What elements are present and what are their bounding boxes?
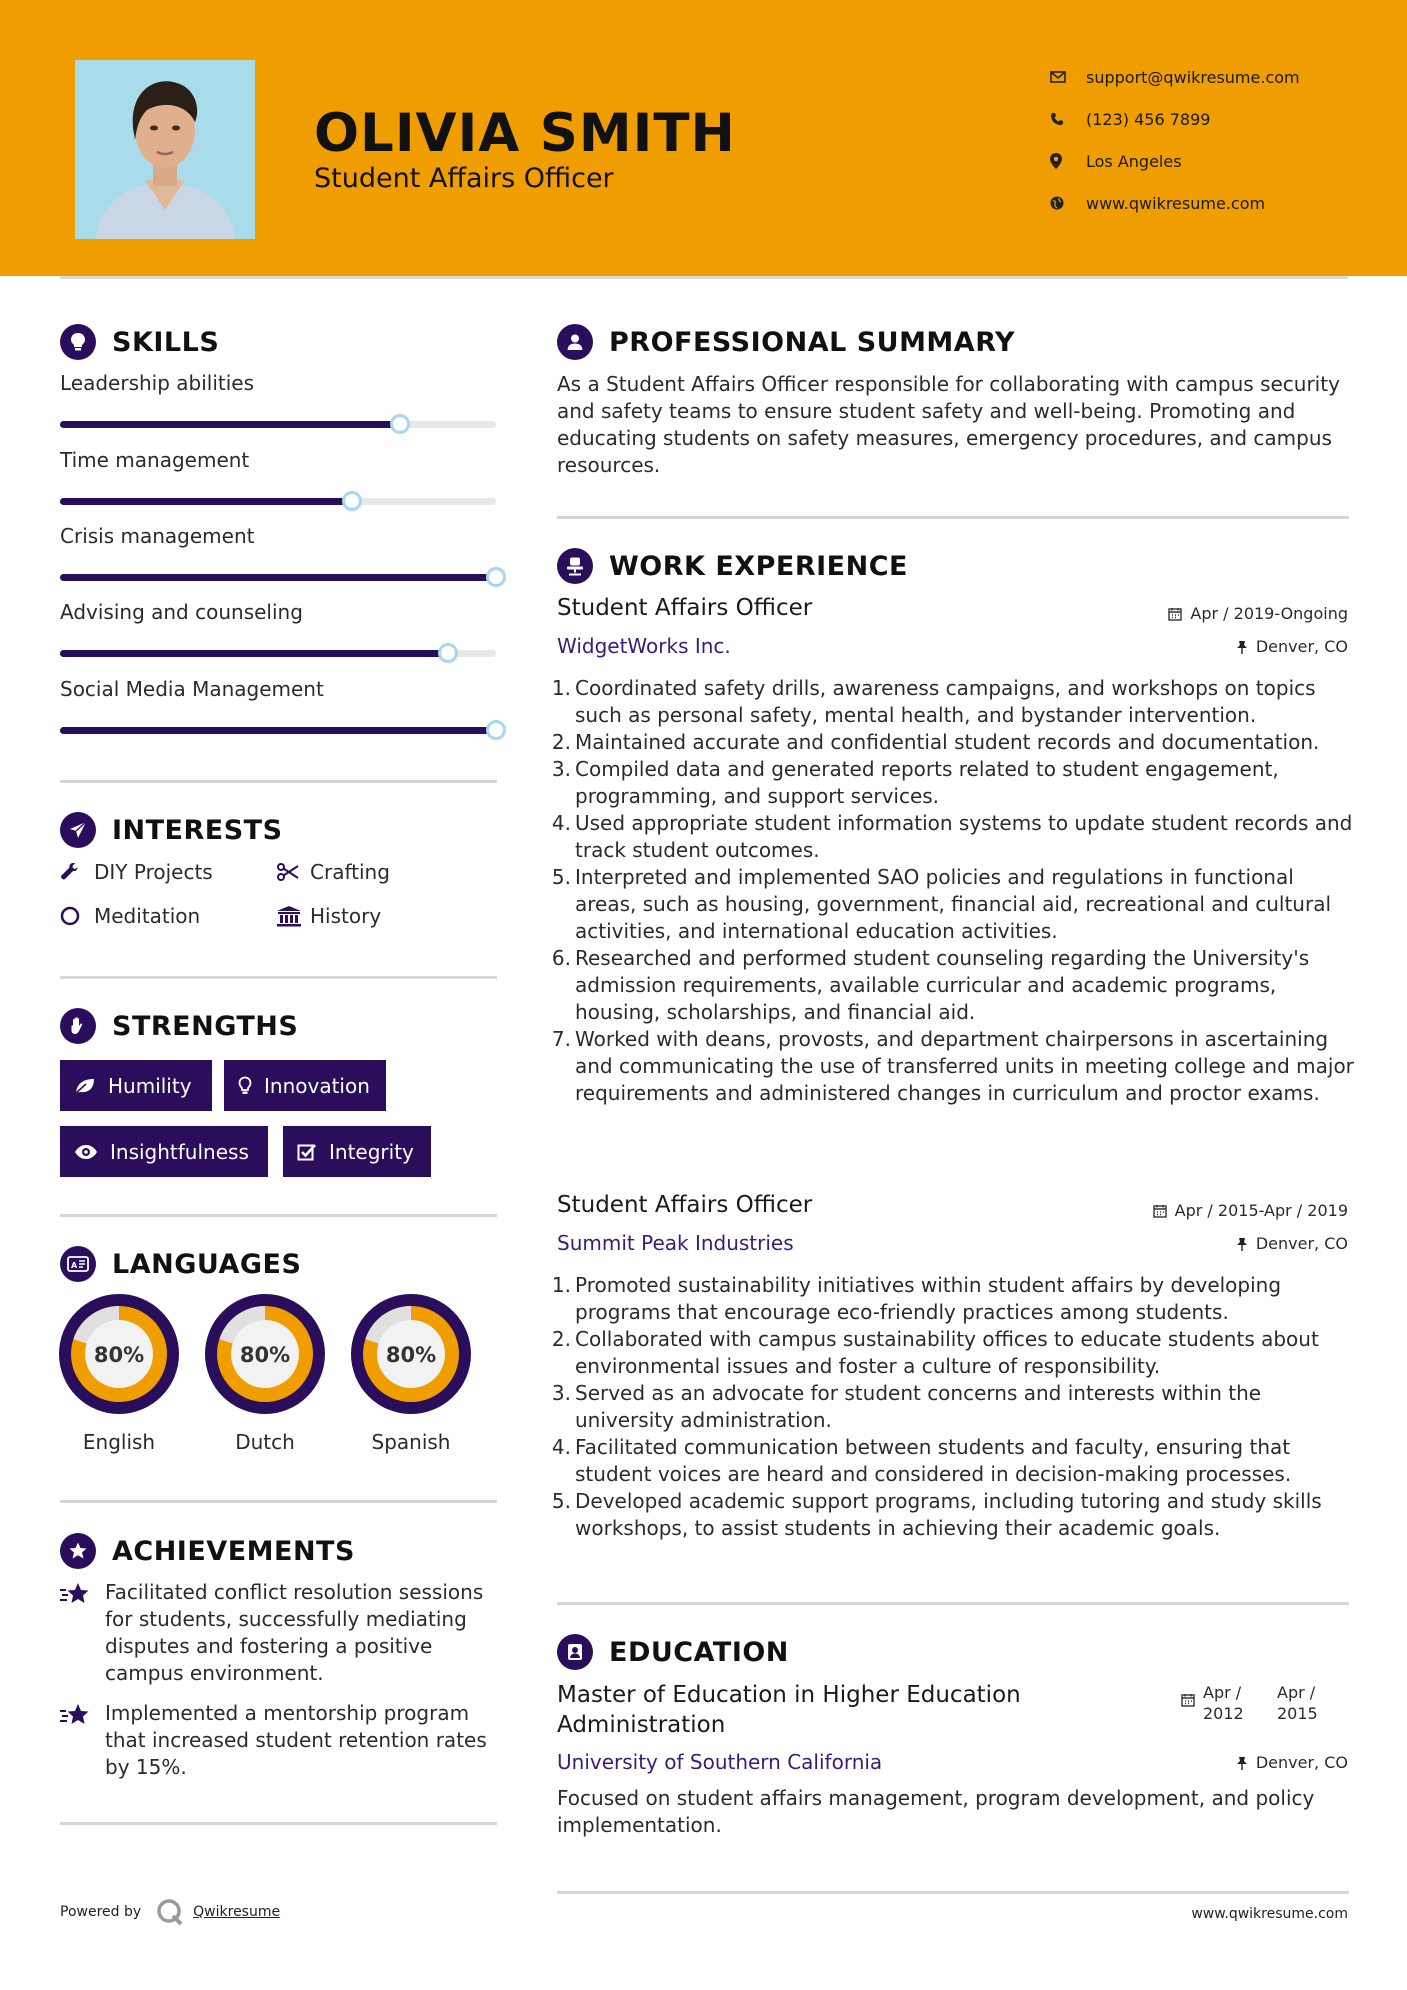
education-description: Focused on student affairs management, program development, and policy implementation. <box>557 1786 1315 1837</box>
section-divider <box>60 1822 497 1825</box>
language-ring <box>203 1292 327 1416</box>
job-location <box>1236 637 1348 656</box>
footer-website[interactable]: www.qwikresume.com <box>1191 1906 1348 1922</box>
circle-icon <box>60 906 94 926</box>
contact-location <box>1050 140 1300 182</box>
skill-fill <box>60 650 448 657</box>
contact-phone <box>1050 98 1300 140</box>
interests-title: INTERESTS <box>112 814 283 846</box>
summary-title: PROFESSIONAL SUMMARY <box>609 326 1016 358</box>
job-bullets <box>551 675 1357 1107</box>
language-item <box>203 1292 327 1454</box>
profile-photo <box>75 60 255 239</box>
interest-label: History <box>310 904 382 928</box>
strength-label: Innovation <box>264 1073 370 1098</box>
job-dates-text: Apr / 2019-Ongoing <box>1190 604 1348 623</box>
interest-item <box>60 860 213 884</box>
section-divider <box>60 976 497 979</box>
wrench-icon <box>60 862 94 882</box>
scissors-icon <box>276 863 310 881</box>
candidate-name: OLIVIA SMITH <box>314 103 736 164</box>
education-location-text: Denver, CO <box>1255 1753 1348 1772</box>
powered-by-text: Powered by <box>60 1904 142 1920</box>
language-label: Dutch <box>235 1430 295 1454</box>
section-divider <box>557 516 1349 519</box>
footer-brand-link[interactable]: Qwikresume <box>193 1904 281 1920</box>
achievement-item <box>60 1579 500 1687</box>
job-bullet-text: Maintained accurate and confidential student records and documentation. <box>575 730 1320 754</box>
chair-icon <box>557 548 593 584</box>
strength-label: Integrity <box>329 1139 414 1164</box>
strength-chip <box>60 1060 212 1111</box>
paper-plane-icon <box>60 812 96 848</box>
shooting-star-icon <box>60 1581 92 1611</box>
education-start: Apr / 2012 <box>1203 1683 1244 1723</box>
skill-track <box>60 498 496 505</box>
leaf-icon <box>74 1077 96 1095</box>
interest-label: Crafting <box>310 860 390 884</box>
skill-knob <box>438 643 458 663</box>
graduate-icon <box>557 1634 593 1670</box>
strengths-heading <box>60 1008 298 1044</box>
interests-heading <box>60 812 283 848</box>
interest-item <box>276 904 381 928</box>
skills-heading <box>60 324 219 360</box>
calendar-icon <box>1168 607 1182 621</box>
education-end: Apr / 2015 <box>1277 1683 1318 1723</box>
school-name: University of Southern California <box>557 1750 883 1774</box>
calendar-icon <box>1181 1692 1195 1711</box>
skill-knob <box>390 414 410 434</box>
achievements-heading <box>60 1533 355 1569</box>
job-bullet: 5. Developed academic support programs, including tutoring and study skills workshops, to assist students in achieving their academic goals. <box>551 1489 1322 1540</box>
achievement-item <box>60 1700 500 1781</box>
section-divider <box>60 1214 497 1217</box>
job-bullet: 3. Compiled data and generated reports related to student engagement, programming, and support services. <box>551 757 1279 808</box>
language-item <box>57 1292 181 1454</box>
job-bullet-text: Interpreted and implemented SAO policies and regulations in functional areas, such as housing, government, financial aid, recreational and cultural activities, and international education activities. <box>575 865 1332 943</box>
section-divider <box>557 1891 1349 1894</box>
job-title: Student Affairs Officer <box>557 595 813 621</box>
achievement-text: Implemented a mentorship program that increased student retention rates by 15%. <box>105 1701 487 1779</box>
strength-label: Insightfulness <box>110 1139 249 1164</box>
strength-label: Humility <box>108 1073 192 1098</box>
language-percent: 80% <box>385 1343 437 1367</box>
contact-email <box>1050 56 1300 98</box>
job-bullet-text: Collaborated with campus sustainability offices to educate students about environmental issues and foster a culture of responsibility. <box>575 1327 1319 1378</box>
job-bullet: 3. Served as an advocate for student concerns and interests within the university administration. <box>551 1381 1262 1432</box>
lightbulb-icon <box>238 1076 252 1096</box>
language-label: English <box>82 1430 156 1454</box>
pushpin-icon <box>1236 1237 1248 1251</box>
company-name: Summit Peak Industries <box>557 1231 794 1255</box>
job-dates <box>1168 604 1348 623</box>
job-bullet-text: Used appropriate student information systems to update student records and track student outcomes. <box>575 811 1353 862</box>
eye-icon <box>74 1144 98 1160</box>
job-bullet-text: Facilitated communication between students and faculty, ensuring that student voices are heard and considered in decision-making processes. <box>575 1435 1292 1486</box>
skill-item <box>60 371 500 395</box>
star-badge-icon <box>60 1533 96 1569</box>
pushpin-icon <box>1236 640 1248 654</box>
job-bullet-text: Coordinated safety drills, awareness campaigns, and workshops on topics such as personal safety, mental health, and bystander intervention. <box>575 676 1316 727</box>
job-bullet: 4. Used appropriate student information systems to update student records and track student outcomes. <box>551 811 1353 862</box>
qwikresume-logo-icon <box>155 1897 185 1927</box>
envelope-icon <box>1050 71 1086 83</box>
svg-text:A: A <box>71 1261 78 1270</box>
contact-phone-text: (123) 456 7899 <box>1086 109 1211 129</box>
job-bullet-text: Developed academic support programs, including tutoring and study skills workshops, to assist students in achieving their academic goals. <box>575 1489 1322 1540</box>
language-ring <box>349 1292 473 1416</box>
skill-track <box>60 650 496 657</box>
skill-label: Time management <box>60 448 250 472</box>
skill-item <box>60 448 500 472</box>
contact-email-text[interactable]: support@qwikresume.com <box>1086 67 1300 87</box>
achievement-text: Facilitated conflict resolution sessions for students, successfully mediating disputes and fostering a positive campus environment. <box>105 1580 484 1685</box>
skill-item <box>60 600 500 624</box>
skill-knob <box>486 567 506 587</box>
experience-title: WORK EXPERIENCE <box>609 550 908 582</box>
language-item <box>349 1292 473 1454</box>
job-dates <box>1153 1201 1348 1220</box>
job-bullet-text: Served as an advocate for student concerns and interests within the university administration. <box>575 1381 1262 1432</box>
strengths-title: STRENGTHS <box>112 1010 299 1042</box>
summary-heading <box>557 324 1015 360</box>
job-bullet: 6. Researched and performed student counseling regarding the University's admission requirements, available curricular and academic programs, housing, scholarships, and financial aid. <box>551 946 1310 1024</box>
interest-label: Meditation <box>94 904 201 928</box>
user-icon <box>557 324 593 360</box>
job-bullet: 2. Collaborated with campus sustainability offices to educate students about environmental issues and foster a culture of responsibility. <box>551 1327 1319 1378</box>
job-location <box>1236 1234 1348 1253</box>
language-percent: 80% <box>239 1343 291 1367</box>
language-percent: 80% <box>93 1343 145 1367</box>
footer-powered <box>60 1897 280 1927</box>
job-bullet: 4. Facilitated communication between students and faculty, ensuring that student voices are heard and considered in decision-making processes. <box>551 1435 1292 1486</box>
strength-chip <box>283 1126 431 1177</box>
languages-heading <box>60 1246 301 1282</box>
skill-label: Advising and counseling <box>60 600 303 624</box>
section-divider <box>60 1500 497 1503</box>
calendar-icon <box>1153 1204 1167 1218</box>
strength-chip <box>224 1060 386 1111</box>
museum-icon <box>276 905 310 927</box>
skill-knob <box>486 720 506 740</box>
contact-list <box>1050 56 1300 224</box>
job-bullet-text: Promoted sustainability initiatives within student affairs by developing programs that encourage eco-friendly practices among students. <box>575 1273 1282 1324</box>
checkbox-icon <box>297 1142 317 1162</box>
skill-track <box>60 421 496 428</box>
languages-title: LANGUAGES <box>112 1248 302 1280</box>
resume-header <box>0 0 1407 276</box>
job-bullets <box>551 1272 1357 1542</box>
skill-label: Crisis management <box>60 524 255 548</box>
hand-icon <box>60 1008 96 1044</box>
skill-label: Leadership abilities <box>60 371 255 395</box>
contact-location-text: Los Angeles <box>1086 151 1182 171</box>
job-bullet-text: Worked with deans, provosts, and department chairpersons in ascertaining and communicating the use of transferred units in meeting college and major requirements and administered changes in curriculum and proctor exams. <box>575 1027 1354 1105</box>
skill-fill <box>60 574 496 581</box>
skill-item <box>60 677 500 701</box>
map-pin-icon <box>1050 153 1086 169</box>
shooting-star-icon <box>60 1702 92 1732</box>
language-card-icon <box>60 1246 96 1282</box>
job-bullet: 1. Coordinated safety drills, awareness campaigns, and workshops on topics such as personal safety, mental health, and bystander intervention. <box>551 676 1316 727</box>
company-name: WidgetWorks Inc. <box>557 634 731 658</box>
job-location-text: Denver, CO <box>1255 1234 1348 1253</box>
globe-icon <box>1050 196 1086 210</box>
language-ring <box>57 1292 181 1416</box>
skill-fill <box>60 498 352 505</box>
job-bullet-text: Researched and performed student counseling regarding the University's admission requirements, available curricular and academic programs, housing, scholarships, and financial aid. <box>575 946 1310 1024</box>
pushpin-icon <box>1236 1756 1248 1770</box>
strength-chip <box>60 1126 268 1177</box>
job-dates-text: Apr / 2015-Apr / 2019 <box>1174 1201 1348 1220</box>
job-bullet: 7. Worked with deans, provosts, and department chairpersons in ascertaining and communicating the use of transferred units in meeting college and major requirements and administered changes in curriculum and proctor exams. <box>551 1027 1354 1105</box>
section-divider <box>557 1602 1349 1605</box>
interest-item <box>60 904 200 928</box>
candidate-role: Student Affairs Officer <box>314 163 614 194</box>
experience-heading <box>557 548 908 584</box>
job-bullet: 5. Interpreted and implemented SAO policies and regulations in functional areas, such as housing, government, financial aid, recreational and cultural activities, and international education activities. <box>551 865 1332 943</box>
header-divider <box>60 276 1348 279</box>
summary-text: As a Student Affairs Officer responsible for collaborating with campus security and safety teams to ensure student safety and well-being. Promoting and educating students on safety measures, emergency procedures, and campus resources. <box>557 372 1340 477</box>
skill-item <box>60 524 500 548</box>
lightbulb-icon <box>60 324 96 360</box>
achievements-title: ACHIEVEMENTS <box>112 1535 355 1567</box>
skill-track <box>60 727 496 734</box>
interest-item <box>276 860 390 884</box>
education-dates <box>1181 1682 1327 1724</box>
skill-track <box>60 574 496 581</box>
skill-fill <box>60 727 496 734</box>
education-location <box>1236 1753 1348 1772</box>
phone-icon <box>1050 112 1086 126</box>
skill-fill <box>60 421 400 428</box>
job-bullet: 1. Promoted sustainability initiatives within student affairs by developing programs that encourage eco-friendly practices among students. <box>551 1273 1282 1324</box>
contact-website-text[interactable]: www.qwikresume.com <box>1086 193 1266 213</box>
job-title: Student Affairs Officer <box>557 1192 813 1218</box>
contact-website <box>1050 182 1300 224</box>
skill-label: Social Media Management <box>60 677 324 701</box>
education-title: EDUCATION <box>609 1636 789 1668</box>
section-divider <box>60 780 497 783</box>
interest-label: DIY Projects <box>94 860 213 884</box>
skill-knob <box>342 491 362 511</box>
language-label: Spanish <box>371 1430 451 1454</box>
skills-title: SKILLS <box>112 326 220 358</box>
job-bullet-text: Compiled data and generated reports related to student engagement, programming, and support services. <box>575 757 1279 808</box>
degree-title: Master of Education in Higher Education Administration <box>557 1682 1021 1738</box>
job-location-text: Denver, CO <box>1255 637 1348 656</box>
job-bullet: 2. Maintained accurate and confidential student records and documentation. <box>551 730 1320 754</box>
education-heading <box>557 1634 789 1670</box>
